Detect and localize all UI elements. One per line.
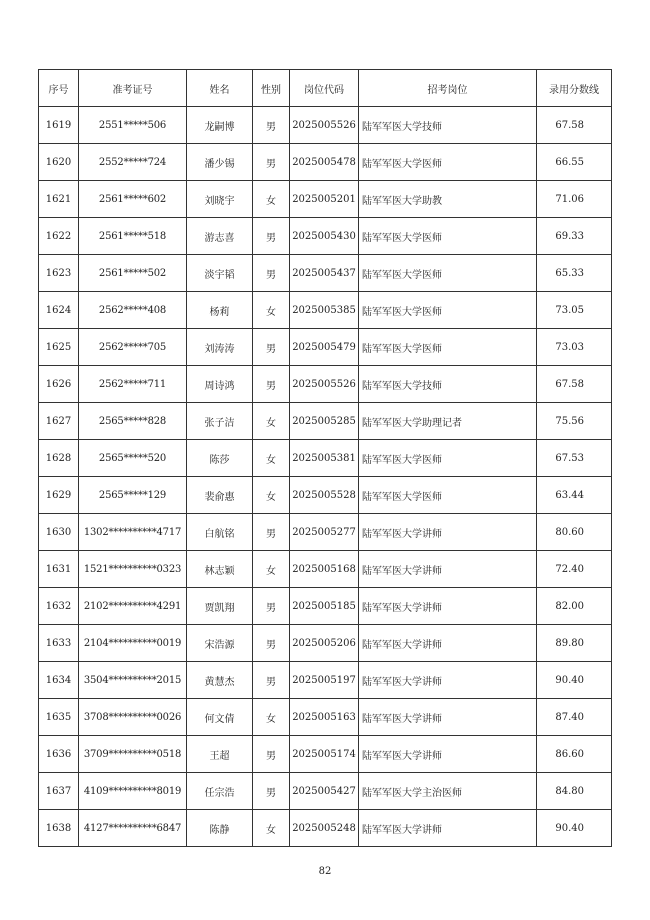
cell-gender: 男 <box>253 736 290 773</box>
cell-post-code: 2025005285 <box>290 403 359 440</box>
cell-name: 宋浩源 <box>187 625 253 662</box>
cell-post: 陆军军医大学医师 <box>359 144 537 181</box>
cell-score: 89.80 <box>537 625 612 662</box>
cell-post-code: 2025005174 <box>290 736 359 773</box>
cell-name: 张子洁 <box>187 403 253 440</box>
cell-exam-id: 2102**********4291 <box>79 588 187 625</box>
cell-post-code: 2025005478 <box>290 144 359 181</box>
cell-exam-id: 2562*****408 <box>79 292 187 329</box>
cell-exam-id: 3708**********0026 <box>79 699 187 736</box>
cell-post-code: 2025005185 <box>290 588 359 625</box>
cell-exam-id: 1302**********4717 <box>79 514 187 551</box>
cell-post: 陆军军医大学医师 <box>359 218 537 255</box>
cell-index: 1635 <box>39 699 79 736</box>
cell-score: 75.56 <box>537 403 612 440</box>
cell-index: 1619 <box>39 107 79 144</box>
cell-score: 65.33 <box>537 255 612 292</box>
table-header-row <box>39 70 612 107</box>
cell-name: 杨莉 <box>187 292 253 329</box>
cell-index: 1626 <box>39 366 79 403</box>
table-row <box>39 181 612 218</box>
cell-score: 82.00 <box>537 588 612 625</box>
cell-post: 陆军军医大学讲师 <box>359 551 537 588</box>
cell-name: 黄慧杰 <box>187 662 253 699</box>
cell-post-code: 2025005479 <box>290 329 359 366</box>
cell-score: 67.53 <box>537 440 612 477</box>
table-row <box>39 773 612 810</box>
cell-post-code: 2025005427 <box>290 773 359 810</box>
cell-name: 潘少锡 <box>187 144 253 181</box>
cell-exam-id: 3504**********2015 <box>79 662 187 699</box>
cell-name: 陈静 <box>187 810 253 847</box>
table-row <box>39 366 612 403</box>
cell-post-code: 2025005526 <box>290 366 359 403</box>
table-row <box>39 144 612 181</box>
cell-exam-id: 2562*****711 <box>79 366 187 403</box>
header-index: 序号 <box>39 70 79 107</box>
cell-index: 1620 <box>39 144 79 181</box>
cell-index: 1637 <box>39 773 79 810</box>
cell-gender: 男 <box>253 662 290 699</box>
cell-gender: 女 <box>253 551 290 588</box>
cell-score: 66.55 <box>537 144 612 181</box>
cell-gender: 男 <box>253 329 290 366</box>
cell-post-code: 2025005381 <box>290 440 359 477</box>
cell-score: 80.60 <box>537 514 612 551</box>
cell-gender: 女 <box>253 477 290 514</box>
page-number: 82 <box>318 866 332 877</box>
cell-post-code: 2025005163 <box>290 699 359 736</box>
table-row <box>39 588 612 625</box>
cell-post-code: 2025005197 <box>290 662 359 699</box>
cell-gender: 男 <box>253 255 290 292</box>
cell-index: 1624 <box>39 292 79 329</box>
cell-name: 周诗鸿 <box>187 366 253 403</box>
cell-gender: 男 <box>253 366 290 403</box>
cell-index: 1638 <box>39 810 79 847</box>
cell-post: 陆军军医大学讲师 <box>359 514 537 551</box>
cell-name: 陈莎 <box>187 440 253 477</box>
cell-post: 陆军军医大学医师 <box>359 477 537 514</box>
cell-index: 1621 <box>39 181 79 218</box>
table-row <box>39 662 612 699</box>
cell-name: 贾凯翔 <box>187 588 253 625</box>
cell-score: 86.60 <box>537 736 612 773</box>
cell-post: 陆军军医大学医师 <box>359 292 537 329</box>
results-table <box>38 69 612 847</box>
header-name: 姓名 <box>187 70 253 107</box>
cell-gender: 女 <box>253 810 290 847</box>
cell-index: 1629 <box>39 477 79 514</box>
cell-index: 1630 <box>39 514 79 551</box>
header-exam-id: 准考证号 <box>79 70 187 107</box>
cell-exam-id: 4109**********8019 <box>79 773 187 810</box>
cell-index: 1625 <box>39 329 79 366</box>
cell-post-code: 2025005277 <box>290 514 359 551</box>
cell-score: 73.03 <box>537 329 612 366</box>
cell-name: 游志喜 <box>187 218 253 255</box>
cell-index: 1622 <box>39 218 79 255</box>
cell-post-code: 2025005201 <box>290 181 359 218</box>
cell-post: 陆军军医大学助理记者 <box>359 403 537 440</box>
cell-gender: 男 <box>253 107 290 144</box>
table-row <box>39 292 612 329</box>
cell-name: 何文倩 <box>187 699 253 736</box>
table-row <box>39 625 612 662</box>
cell-index: 1633 <box>39 625 79 662</box>
cell-index: 1634 <box>39 662 79 699</box>
cell-post: 陆军军医大学医师 <box>359 329 537 366</box>
table-row <box>39 255 612 292</box>
table-row <box>39 218 612 255</box>
cell-exam-id: 2565*****129 <box>79 477 187 514</box>
header-score: 录用分数线 <box>537 70 612 107</box>
table-row <box>39 551 612 588</box>
cell-post: 陆军军医大学主治医师 <box>359 773 537 810</box>
table-row <box>39 514 612 551</box>
cell-score: 84.80 <box>537 773 612 810</box>
cell-gender: 男 <box>253 625 290 662</box>
cell-post: 陆军军医大学讲师 <box>359 662 537 699</box>
table-row <box>39 736 612 773</box>
cell-post-code: 2025005168 <box>290 551 359 588</box>
cell-exam-id: 2561*****502 <box>79 255 187 292</box>
cell-exam-id: 2561*****602 <box>79 181 187 218</box>
header-post: 招考岗位 <box>359 70 537 107</box>
cell-score: 63.44 <box>537 477 612 514</box>
cell-post: 陆军军医大学技师 <box>359 366 537 403</box>
cell-exam-id: 4127**********6847 <box>79 810 187 847</box>
cell-score: 90.40 <box>537 662 612 699</box>
cell-score: 69.33 <box>537 218 612 255</box>
cell-score: 72.40 <box>537 551 612 588</box>
cell-score: 90.40 <box>537 810 612 847</box>
cell-index: 1631 <box>39 551 79 588</box>
cell-post-code: 2025005206 <box>290 625 359 662</box>
cell-name: 白航铭 <box>187 514 253 551</box>
cell-exam-id: 2565*****520 <box>79 440 187 477</box>
header-post-code: 岗位代码 <box>290 70 359 107</box>
cell-post: 陆军军医大学助教 <box>359 181 537 218</box>
cell-name: 王超 <box>187 736 253 773</box>
table-row <box>39 440 612 477</box>
cell-index: 1628 <box>39 440 79 477</box>
cell-exam-id: 2551*****506 <box>79 107 187 144</box>
cell-index: 1623 <box>39 255 79 292</box>
cell-gender: 男 <box>253 773 290 810</box>
table-row <box>39 107 612 144</box>
cell-post-code: 2025005528 <box>290 477 359 514</box>
table-row <box>39 699 612 736</box>
cell-exam-id: 2562*****705 <box>79 329 187 366</box>
cell-gender: 女 <box>253 403 290 440</box>
cell-name: 刘涛涛 <box>187 329 253 366</box>
cell-post: 陆军军医大学讲师 <box>359 588 537 625</box>
table-row <box>39 477 612 514</box>
cell-post-code: 2025005437 <box>290 255 359 292</box>
cell-gender: 女 <box>253 181 290 218</box>
cell-gender: 男 <box>253 144 290 181</box>
cell-post: 陆军军医大学医师 <box>359 255 537 292</box>
cell-name: 林志颖 <box>187 551 253 588</box>
cell-name: 龙嗣博 <box>187 107 253 144</box>
cell-exam-id: 3709**********0518 <box>79 736 187 773</box>
table-row <box>39 810 612 847</box>
cell-name: 刘晓宇 <box>187 181 253 218</box>
cell-post: 陆军军医大学讲师 <box>359 625 537 662</box>
cell-gender: 男 <box>253 514 290 551</box>
cell-post: 陆军军医大学讲师 <box>359 699 537 736</box>
cell-exam-id: 1521**********0323 <box>79 551 187 588</box>
cell-post-code: 2025005248 <box>290 810 359 847</box>
cell-exam-id: 2565*****828 <box>79 403 187 440</box>
cell-post-code: 2025005430 <box>290 218 359 255</box>
cell-exam-id: 2104**********0019 <box>79 625 187 662</box>
cell-gender: 女 <box>253 292 290 329</box>
cell-gender: 男 <box>253 218 290 255</box>
cell-post-code: 2025005526 <box>290 107 359 144</box>
cell-post: 陆军军医大学医师 <box>359 440 537 477</box>
cell-gender: 女 <box>253 440 290 477</box>
cell-score: 67.58 <box>537 107 612 144</box>
cell-post-code: 2025005385 <box>290 292 359 329</box>
cell-post: 陆军军医大学讲师 <box>359 810 537 847</box>
cell-index: 1632 <box>39 588 79 625</box>
cell-name: 淡宇韬 <box>187 255 253 292</box>
cell-post: 陆军军医大学讲师 <box>359 736 537 773</box>
cell-score: 87.40 <box>537 699 612 736</box>
header-gender: 性别 <box>253 70 290 107</box>
table-row <box>39 329 612 366</box>
cell-gender: 女 <box>253 699 290 736</box>
cell-exam-id: 2561*****518 <box>79 218 187 255</box>
cell-score: 67.58 <box>537 366 612 403</box>
table-body <box>39 107 612 847</box>
cell-name: 任宗浩 <box>187 773 253 810</box>
cell-exam-id: 2552*****724 <box>79 144 187 181</box>
cell-index: 1636 <box>39 736 79 773</box>
table-row <box>39 403 612 440</box>
cell-score: 73.05 <box>537 292 612 329</box>
cell-post: 陆军军医大学技师 <box>359 107 537 144</box>
cell-index: 1627 <box>39 403 79 440</box>
cell-name: 裴俞惠 <box>187 477 253 514</box>
cell-gender: 男 <box>253 588 290 625</box>
cell-score: 71.06 <box>537 181 612 218</box>
